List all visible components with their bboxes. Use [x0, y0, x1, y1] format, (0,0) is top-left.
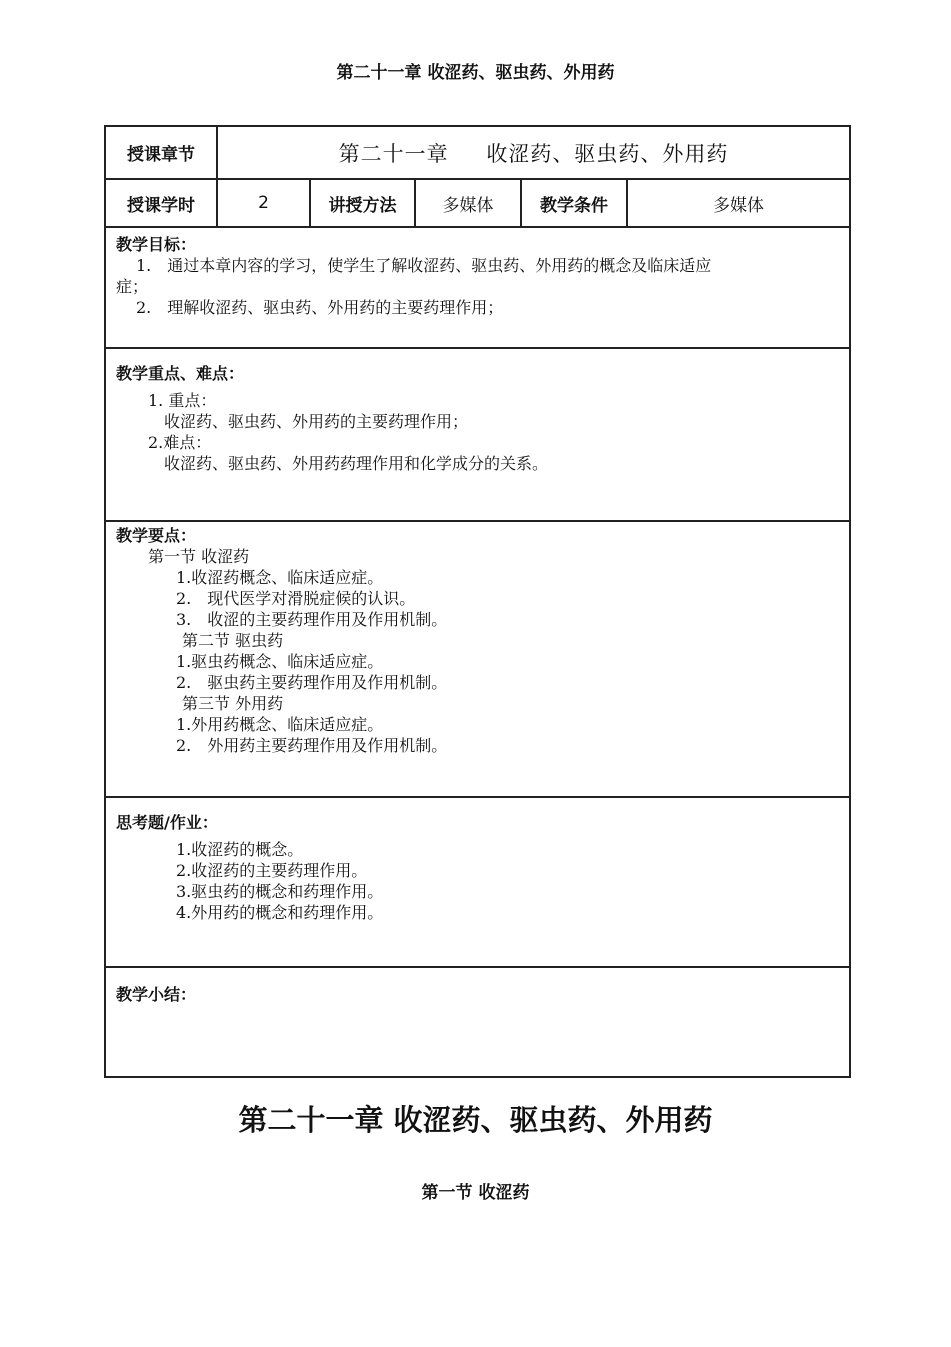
essential-item: 2. 外用药主要药理作用及作用机制。 — [176, 736, 448, 755]
chapter-label: 授课章节 — [105, 126, 217, 179]
essential-item: 2. 现代医学对滑脱症候的认识。 — [176, 589, 416, 608]
hours-value: 2 — [217, 179, 310, 227]
page-title: 第二十一章 收涩药、驱虫药、外用药 — [336, 63, 615, 83]
objective-line-2: 2. 理解收涩药、驱虫药、外用药的主要药理作用； — [136, 298, 504, 317]
essential-item: 1.外用药概念、临床适应症。 — [176, 715, 384, 734]
homework-item: 4.外用药的概念和药理作用。 — [176, 903, 384, 922]
summary-row — [105, 967, 850, 1077]
objectives-heading: 教学目标： — [116, 235, 197, 254]
section-title: 第一节 收涩药 — [421, 1183, 530, 1203]
essential-item: 2. 驱虫药主要药理作用及作用机制。 — [176, 673, 448, 692]
homework-heading: 思考题/作业： — [116, 813, 218, 832]
essentials-cell — [105, 521, 850, 797]
method-label: 讲授方法 — [310, 179, 415, 227]
hours-row — [105, 179, 850, 227]
objective-line-1: 1. 通过本章内容的学习，使学生了解收涩药、驱虫药、外用药的概念及临床适应 — [136, 256, 712, 275]
essential-item: 3. 收涩的主要药理作用及作用机制。 — [176, 610, 448, 629]
essential-item: 1.收涩药概念、临床适应症。 — [176, 568, 384, 587]
summary-heading: 教学小结： — [116, 985, 197, 1004]
homework-row — [105, 797, 850, 967]
homework-cell — [105, 797, 850, 967]
homework-item: 2.收涩药的主要药理作用。 — [176, 861, 368, 880]
key-points-cell — [105, 348, 850, 521]
summary-cell — [105, 967, 850, 1077]
chapter-row — [105, 126, 850, 179]
essential-item: 1.驱虫药概念、临床适应症。 — [176, 652, 384, 671]
objectives-row — [105, 227, 850, 348]
objective-line-1-wrap: 症； — [116, 277, 149, 296]
key-point-line: 收涩药、驱虫药、外用药的主要药理作用； — [164, 412, 469, 431]
chapter-value: 第二十一章 收涩药、驱虫药、外用药 — [217, 126, 850, 179]
lesson-plan-table — [104, 125, 851, 1078]
hours-label: 授课学时 — [105, 179, 217, 227]
section-heading: 第三节 外用药 — [182, 694, 284, 713]
chapter-main-title: 第二十一章 收涩药、驱虫药、外用药 — [238, 1103, 713, 1137]
condition-value: 多媒体 — [627, 179, 850, 227]
essentials-row — [105, 521, 850, 797]
homework-item: 3.驱虫药的概念和药理作用。 — [176, 882, 384, 901]
homework-item: 1.收涩药的概念。 — [176, 840, 304, 859]
key-point-line: 1. 重点： — [148, 391, 217, 410]
condition-label: 教学条件 — [521, 179, 627, 227]
method-value: 多媒体 — [415, 179, 521, 227]
key-points-heading: 教学重点、难点： — [116, 364, 245, 383]
section-heading: 第二节 驱虫药 — [182, 631, 284, 650]
key-point-line: 收涩药、驱虫药、外用药药理作用和化学成分的关系。 — [164, 454, 549, 473]
essentials-heading: 教学要点： — [116, 526, 197, 545]
section-heading: 第一节 收涩药 — [148, 547, 250, 566]
key-points-row — [105, 348, 850, 521]
key-point-line: 2.难点： — [148, 433, 212, 452]
objectives-cell — [105, 227, 850, 348]
